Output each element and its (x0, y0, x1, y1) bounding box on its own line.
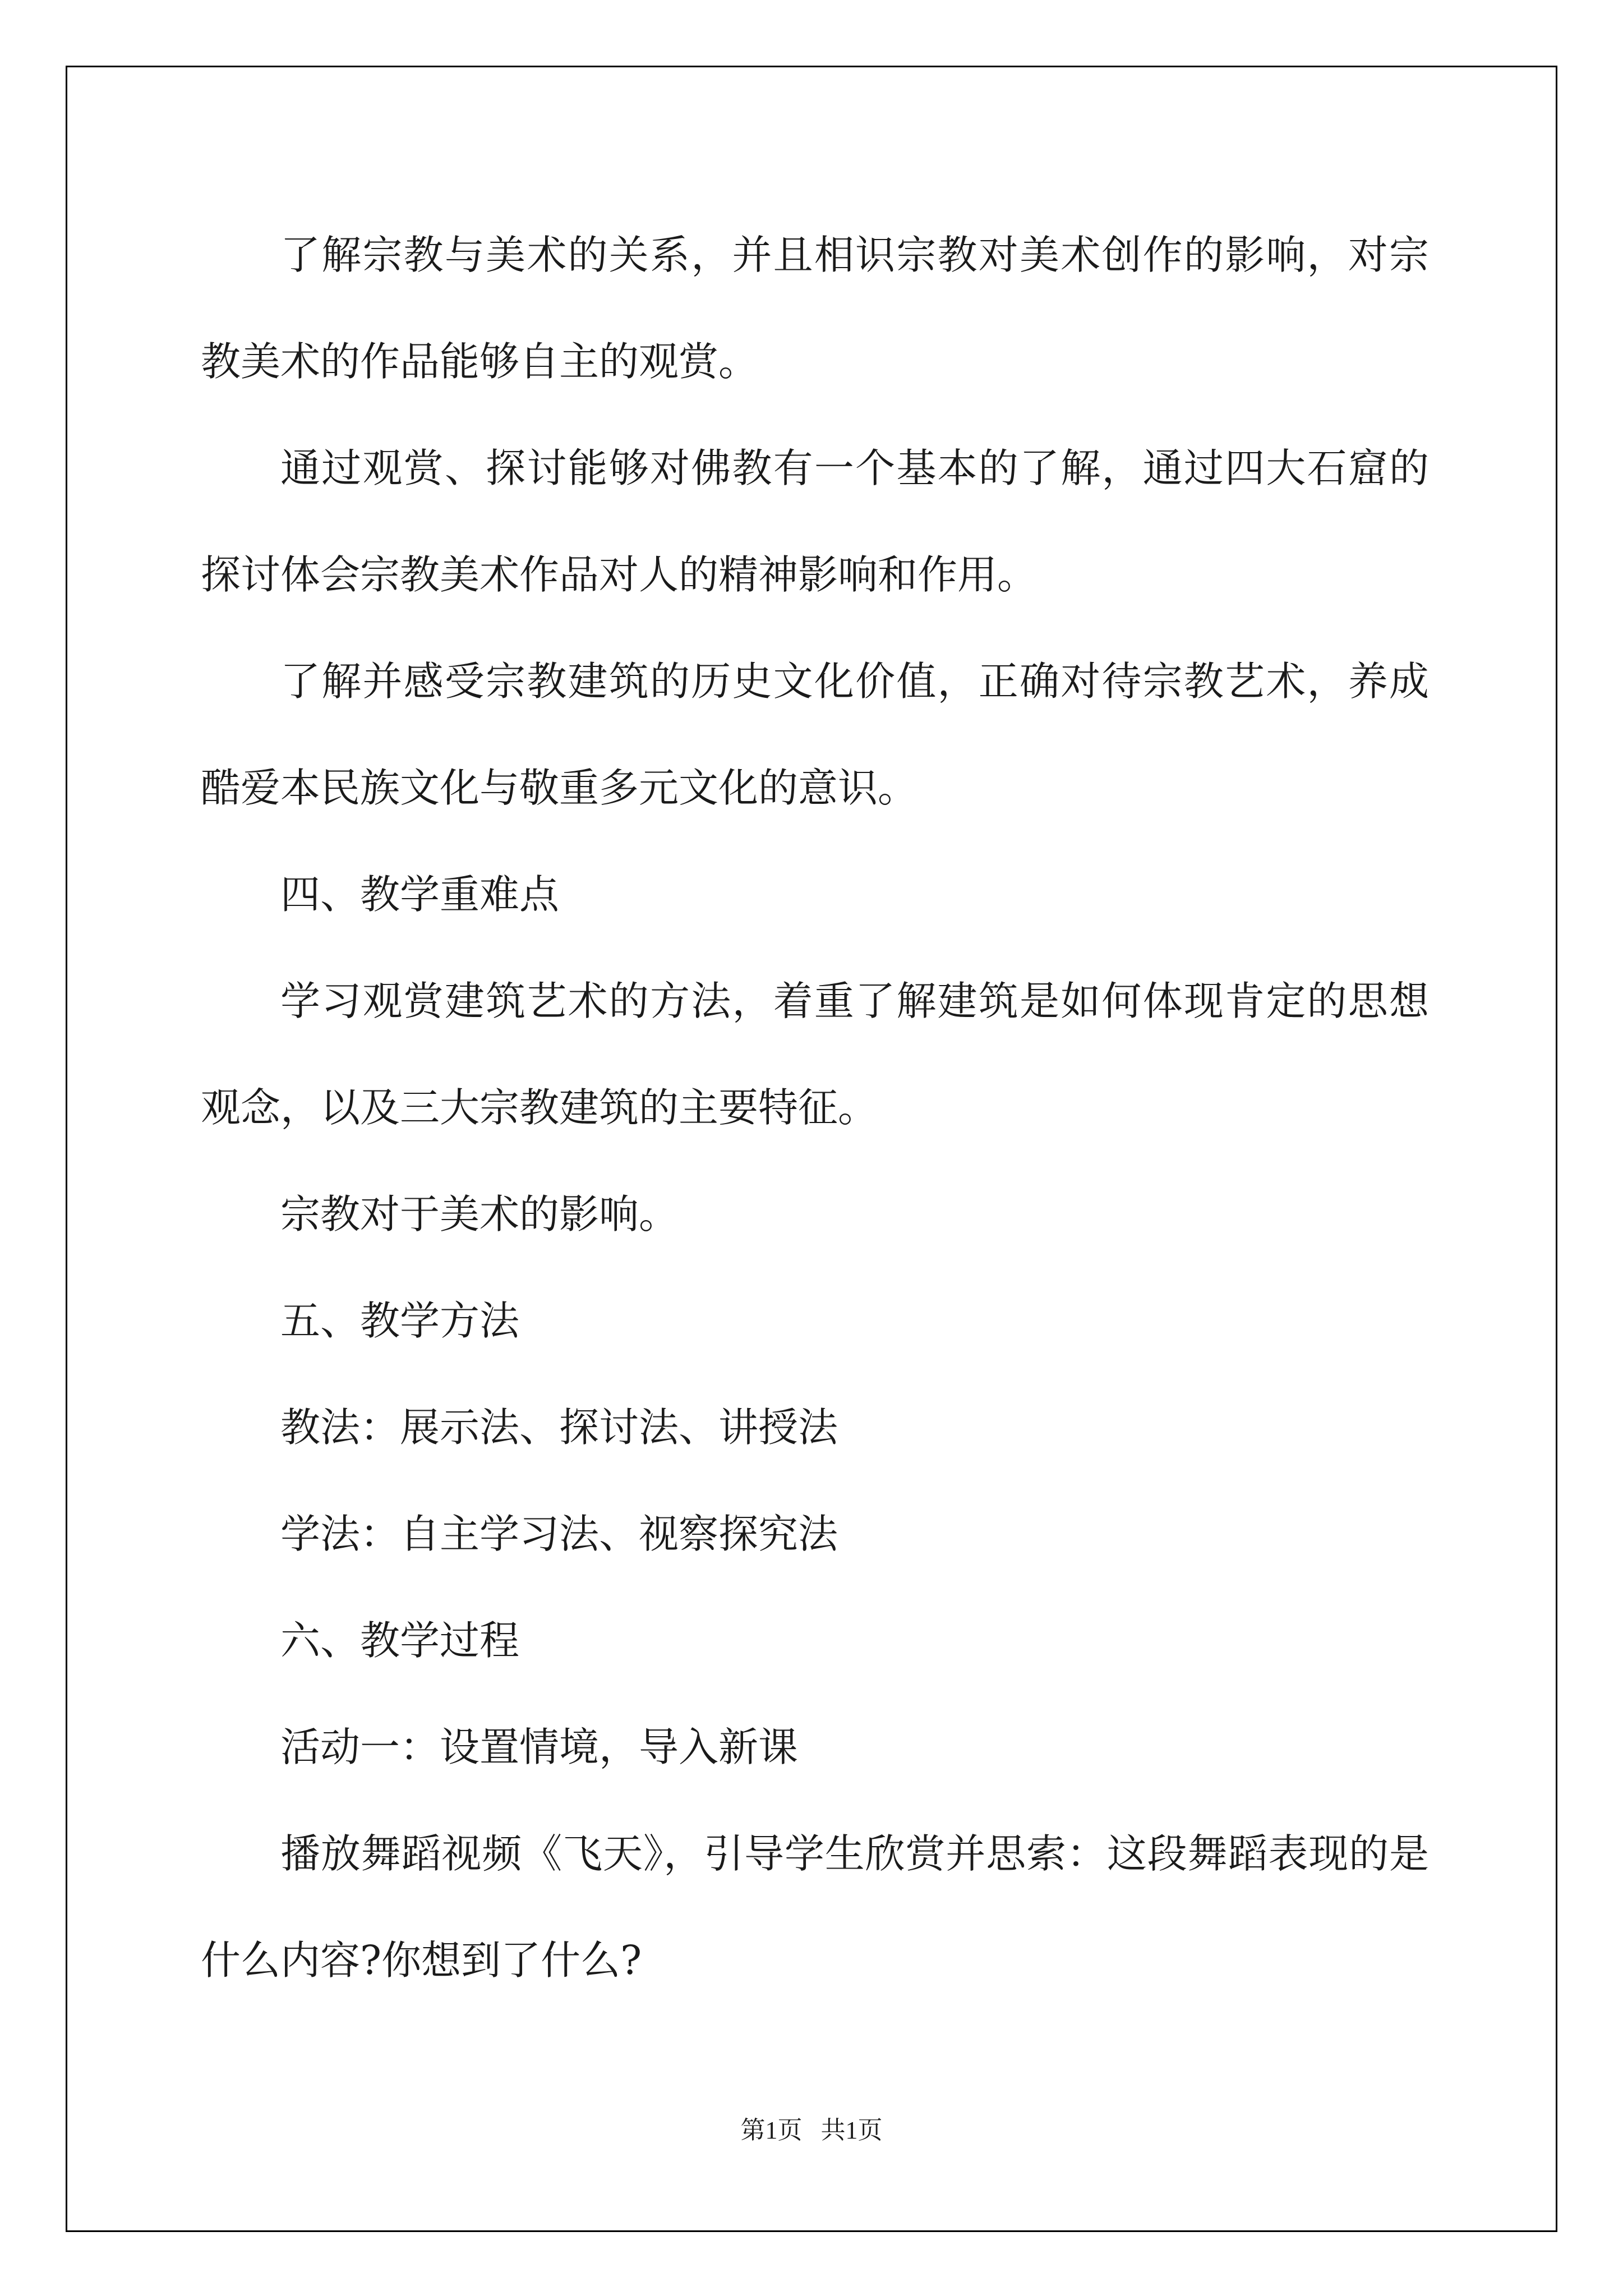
section-heading-methods: 五、教学方法 (280, 1297, 520, 1344)
paragraph-key-point-architecture: 学习观赏建筑艺术的方法，着重了解建筑是如何体现肯定的思想观念，以及三大宗教建筑的主要特征。 (201, 978, 1429, 1131)
page-total: 共1页 (820, 2116, 883, 2144)
paragraph-goal-architecture-value: 了解并感受宗教建筑的历史文化价值，正确对待宗教艺术，养成酷爱本民族文化与敬重多元文化的意识。 (201, 658, 1429, 811)
document-body (201, 202, 1429, 2014)
section-heading-process: 六、教学过程 (280, 1617, 520, 1664)
paragraph-key-point-influence: 宗教对于美术的影响。 (280, 1191, 679, 1237)
section-heading-key-points: 四、教学重难点 (280, 871, 560, 918)
page-number: 第1页 (740, 2116, 803, 2144)
paragraph-teaching-methods: 教法：展示法、探讨法、讲授法 (280, 1404, 838, 1451)
paragraph-goal-buddhism-grottoes: 通过观赏、探讨能够对佛教有一个基本的了解，通过四大石窟的探讨体会宗教美术作品对人的精神影响和作用。 (201, 445, 1429, 598)
paragraph-activity-one: 活动一：设置情境，导入新课 (280, 1724, 799, 1770)
paragraph-learning-methods: 学法：自主学习法、视察探究法 (280, 1511, 838, 1557)
paragraph-video-prompt: 播放舞蹈视频《飞天》，引导学生欣赏并思索：这段舞蹈表现的是什么内容?你想到了什么? (201, 1830, 1429, 1984)
paragraph-goal-religion-art: 了解宗教与美术的关系，并且相识宗教对美术创作的影响，对宗教美术的作品能够自主的观赏。 (201, 232, 1429, 385)
page-footer (0, 2114, 1623, 2147)
